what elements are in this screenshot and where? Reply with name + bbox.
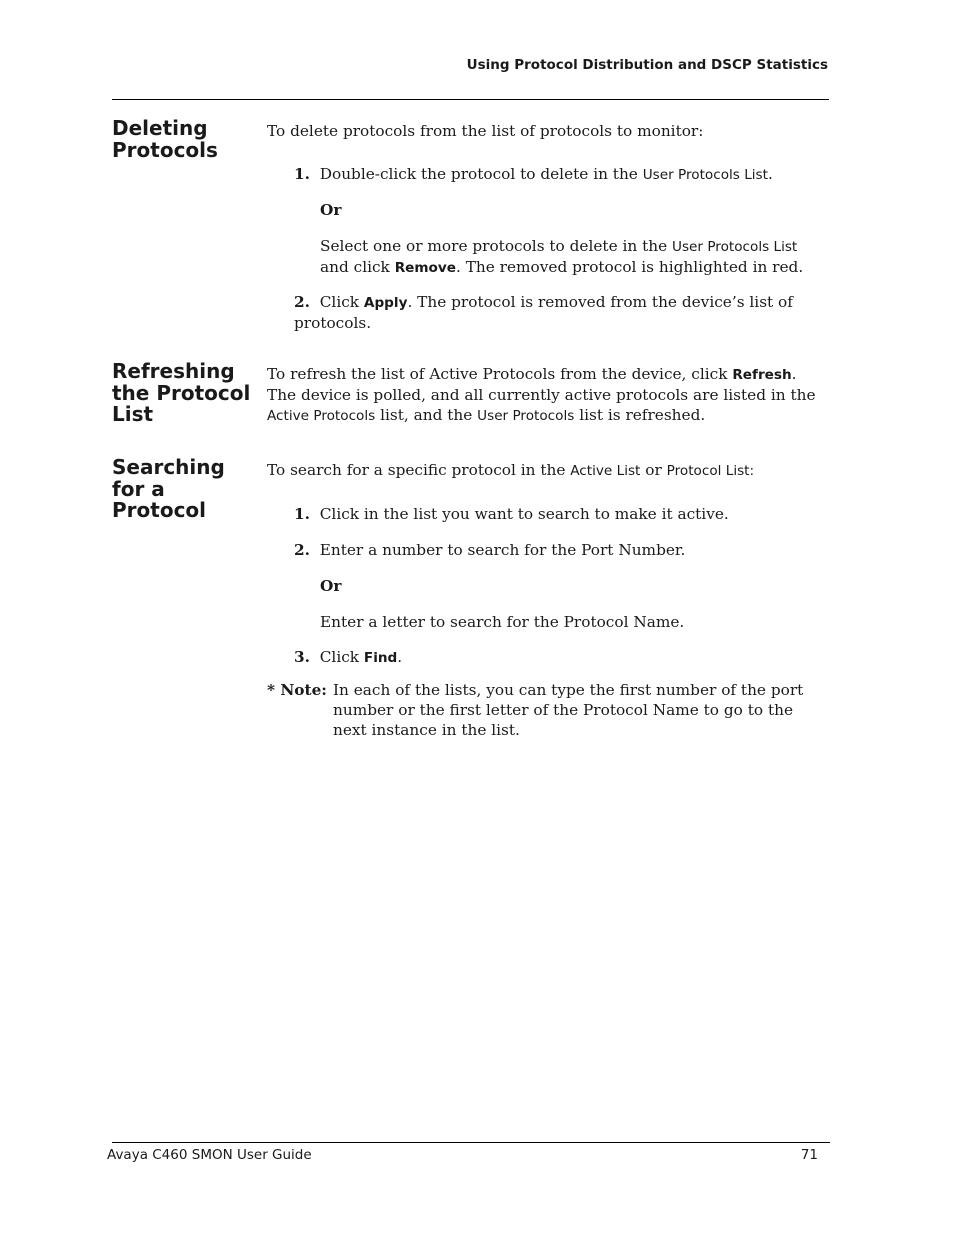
heading-deleting-protocols: Deleting Protocols	[112, 116, 218, 162]
note-label: * Note:	[267, 681, 327, 699]
step-number: 2.	[294, 541, 310, 559]
note-text: In each of the lists, you can type the first number of the port number or the first letter of the Protocol Name to go to the next instance in the list.	[333, 681, 804, 739]
searching-step-1	[294, 504, 824, 524]
alt-text-end: . The removed protocol is highlighted in red.	[455, 258, 804, 276]
step-text: Enter a number to search for the Port Number.	[319, 541, 686, 559]
step-text: Click	[319, 648, 364, 666]
refresh-text-end: list is refreshed.	[574, 406, 706, 424]
refresh-text-mid2: list, and the	[375, 406, 478, 424]
searching-step-3	[294, 647, 824, 668]
step-text: Click	[319, 293, 364, 311]
refresh-button-term: Refresh	[732, 367, 792, 383]
deleting-step-2	[294, 292, 794, 333]
deleting-step-1	[294, 164, 824, 185]
step-text-end: . The protocol is removed from the device’s list of protocols.	[294, 293, 793, 332]
ui-term-user-protocols-list: User Protocols List	[642, 167, 768, 183]
searching-intro	[267, 460, 827, 481]
running-header: Using Protocol Distribution and DSCP Statistics	[466, 57, 828, 73]
heading-searching-for-protocol: Searching for a Protocol	[112, 455, 225, 522]
step-number: 2.	[294, 293, 310, 311]
footer-rule	[112, 1142, 830, 1143]
heading-refreshing-protocol-list: Refreshing the Protocol List	[112, 359, 251, 426]
alt-text: Select one or more protocols to delete in the	[320, 237, 673, 255]
ui-term-user-protocols-list: User Protocols List	[672, 239, 798, 255]
footer-title: Avaya C460 SMON User Guide	[107, 1147, 312, 1163]
search-intro-text: To search for a specific protocol in the	[267, 461, 571, 479]
page-number: 71	[800, 1147, 818, 1163]
deleting-alt	[320, 236, 825, 278]
step-text-end: .	[397, 648, 403, 666]
step-text-end: .	[767, 165, 773, 183]
find-button-term: Find	[363, 650, 398, 666]
ui-term-active-list: Active List	[570, 463, 641, 479]
search-intro-mid: or	[640, 461, 667, 479]
header-rule	[112, 99, 829, 100]
searching-alt: Enter a letter to search for the Protocol Name.	[320, 613, 685, 631]
refresh-text-mid: . The device is polled, and all currently active protocols are listed in the	[267, 365, 816, 404]
or-label: Or	[320, 201, 342, 219]
step-number: 1.	[294, 165, 310, 183]
refresh-text: To refresh the list of Active Protocols from the device, click	[267, 365, 733, 383]
deleting-intro: To delete protocols from the list of protocols to monitor:	[267, 122, 704, 140]
apply-button-term: Apply	[363, 295, 408, 311]
step-number: 3.	[294, 648, 310, 666]
ui-term-protocol-list: Protocol List	[666, 463, 750, 479]
refreshing-paragraph	[267, 364, 819, 426]
step-number: 1.	[294, 505, 310, 523]
ui-term-active-protocols: Active Protocols	[267, 408, 376, 424]
ui-term-user-protocols: User Protocols	[477, 408, 575, 424]
searching-step-2	[294, 540, 824, 560]
remove-button-term: Remove	[394, 260, 456, 276]
search-intro-end: :	[749, 463, 755, 479]
step-text: Double-click the protocol to delete in the	[319, 165, 643, 183]
step-text: Click in the list you want to search to make it active.	[319, 505, 729, 523]
or-label: Or	[320, 577, 342, 595]
alt-text-mid: and click	[320, 258, 395, 276]
